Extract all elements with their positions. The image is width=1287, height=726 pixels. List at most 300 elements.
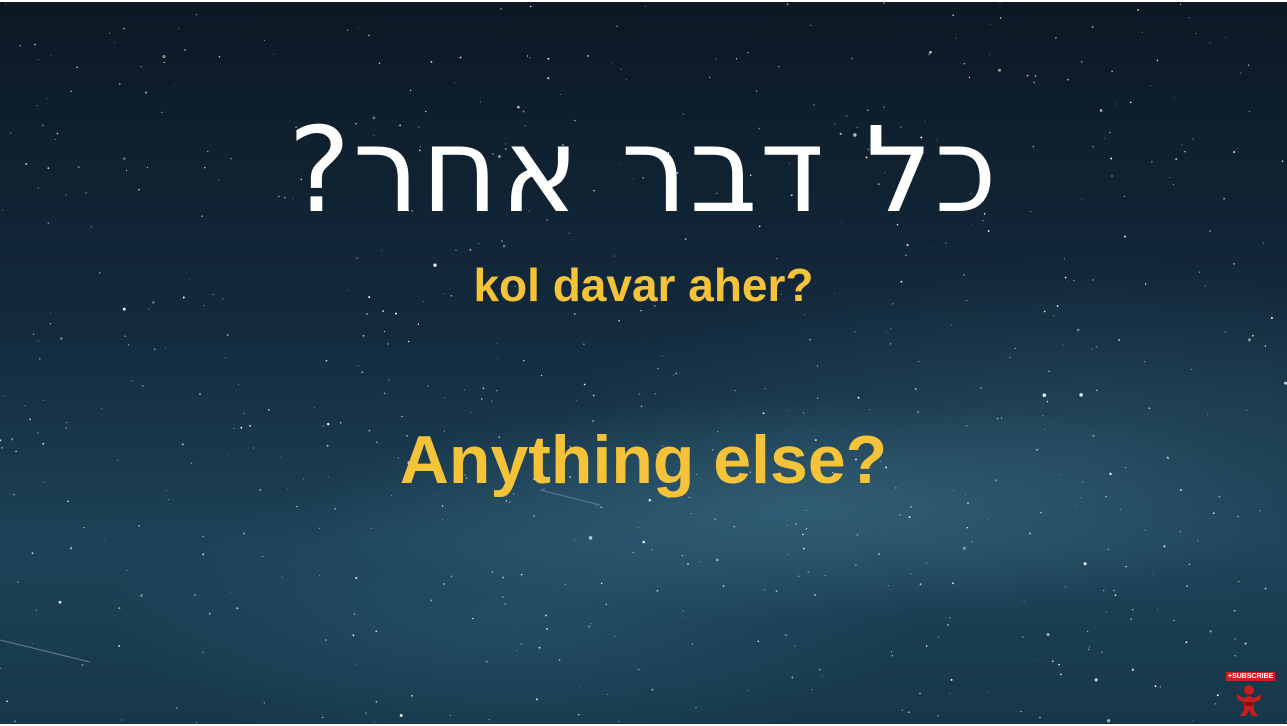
star — [920, 583, 922, 585]
star — [202, 553, 204, 555]
subscribe-mascot-icon — [1232, 682, 1266, 718]
star — [141, 594, 142, 595]
star — [1118, 339, 1120, 341]
star — [1096, 390, 1097, 391]
star — [164, 62, 166, 64]
star — [699, 561, 700, 562]
star — [109, 33, 110, 34]
star — [662, 356, 663, 357]
star — [787, 3, 789, 5]
star — [691, 513, 692, 514]
star — [854, 331, 855, 332]
star — [430, 61, 432, 63]
star — [748, 690, 749, 691]
star — [471, 412, 472, 413]
star — [928, 53, 930, 55]
star — [1033, 82, 1035, 84]
star — [919, 693, 921, 695]
star — [60, 338, 62, 340]
star — [14, 720, 16, 722]
star — [6, 700, 8, 702]
star — [886, 332, 887, 333]
star — [24, 405, 25, 406]
star — [891, 651, 892, 652]
star — [1111, 71, 1112, 72]
star — [70, 548, 72, 550]
star — [819, 669, 821, 671]
star — [411, 695, 413, 697]
star — [1052, 660, 1054, 662]
star — [1115, 594, 1117, 596]
star — [541, 375, 542, 376]
star — [482, 387, 484, 389]
star — [778, 66, 779, 67]
star — [1265, 588, 1267, 590]
star — [488, 719, 489, 720]
star — [1091, 349, 1092, 350]
star — [723, 585, 725, 587]
star — [325, 639, 327, 641]
star — [1189, 564, 1190, 565]
star — [1213, 512, 1215, 514]
star — [639, 393, 641, 395]
star — [347, 29, 348, 30]
star — [104, 540, 105, 541]
star — [647, 341, 648, 342]
star — [196, 14, 197, 15]
star — [806, 510, 807, 511]
star — [926, 562, 927, 563]
star — [1060, 674, 1062, 676]
star — [695, 707, 696, 708]
english-translation: Anything else? — [399, 422, 888, 498]
star — [225, 357, 226, 358]
star — [1225, 37, 1226, 38]
star — [989, 24, 990, 25]
star — [1197, 540, 1198, 541]
star — [219, 56, 221, 58]
star — [1234, 610, 1236, 612]
star — [319, 575, 320, 576]
star — [491, 401, 492, 402]
star — [988, 692, 989, 693]
star — [1149, 407, 1150, 408]
star — [588, 626, 590, 628]
star — [952, 582, 954, 584]
star — [938, 637, 939, 638]
star — [236, 607, 238, 609]
star — [523, 360, 524, 361]
star — [578, 714, 579, 715]
star — [326, 360, 328, 362]
star — [546, 628, 548, 630]
star — [209, 613, 211, 615]
star — [486, 661, 488, 663]
star — [638, 669, 640, 671]
star — [935, 246, 936, 247]
star — [937, 715, 938, 716]
star — [1035, 75, 1036, 76]
star — [17, 582, 18, 583]
star — [165, 347, 166, 348]
star — [859, 711, 860, 712]
star — [642, 541, 645, 544]
star — [1088, 649, 1089, 650]
star — [919, 361, 920, 362]
star — [764, 589, 765, 590]
star — [949, 693, 950, 694]
star — [907, 244, 909, 246]
star — [715, 59, 716, 60]
star — [38, 59, 39, 60]
star — [140, 595, 142, 597]
star — [264, 702, 265, 703]
star — [376, 701, 378, 703]
star — [802, 534, 804, 536]
star — [355, 577, 357, 579]
star — [618, 721, 619, 722]
star — [890, 328, 891, 329]
star — [657, 368, 658, 369]
star — [806, 528, 808, 530]
star — [503, 245, 505, 247]
star — [282, 577, 283, 578]
star — [1043, 394, 1047, 398]
star — [1163, 545, 1165, 547]
star — [387, 343, 389, 345]
star — [154, 349, 155, 350]
star — [776, 590, 778, 592]
star — [1120, 509, 1121, 510]
star — [902, 710, 903, 711]
star — [1132, 669, 1135, 672]
star — [682, 555, 683, 556]
star — [576, 400, 577, 401]
star — [1042, 415, 1043, 416]
star — [1174, 97, 1175, 98]
star — [1081, 61, 1083, 63]
star — [808, 571, 810, 573]
star — [763, 412, 765, 414]
hebrew-phrase: כל דבר אחר? — [288, 101, 999, 239]
star — [1185, 641, 1187, 643]
star — [374, 722, 375, 723]
star — [547, 77, 549, 79]
star — [1245, 643, 1247, 645]
star — [929, 51, 931, 53]
star — [596, 505, 597, 506]
star — [273, 54, 274, 55]
star — [464, 389, 465, 390]
star — [319, 528, 320, 529]
star — [408, 341, 410, 343]
star — [855, 564, 856, 565]
star — [626, 79, 627, 80]
star — [268, 409, 270, 411]
star — [1079, 393, 1083, 397]
star — [1246, 410, 1247, 411]
subscribe-label: +SUBSCRIBE — [1228, 673, 1274, 680]
star — [76, 67, 78, 69]
star — [1152, 573, 1153, 574]
shooting-star — [0, 640, 90, 662]
star — [883, 2, 884, 3]
star — [1186, 585, 1187, 586]
star — [1157, 609, 1158, 610]
star — [915, 388, 917, 390]
star — [1020, 711, 1021, 712]
star — [427, 385, 428, 386]
star — [101, 408, 102, 409]
star — [1107, 719, 1110, 722]
star — [230, 592, 231, 593]
star — [812, 689, 813, 690]
star — [1015, 348, 1016, 349]
star — [1265, 345, 1266, 346]
star — [1248, 338, 1251, 341]
star — [384, 392, 386, 394]
star — [1040, 512, 1042, 514]
star — [1096, 346, 1098, 348]
star — [536, 698, 538, 700]
star — [128, 344, 129, 345]
star — [1237, 516, 1239, 518]
star — [32, 552, 34, 554]
star — [363, 335, 365, 337]
star — [899, 514, 901, 516]
star — [527, 55, 528, 56]
star — [352, 635, 354, 637]
star — [322, 717, 323, 718]
star — [479, 243, 480, 244]
star — [917, 411, 919, 413]
star — [533, 515, 535, 517]
star — [442, 519, 443, 520]
star — [314, 407, 315, 408]
star — [786, 524, 787, 525]
star — [1095, 678, 1098, 681]
star — [1113, 590, 1114, 591]
star — [1173, 620, 1174, 621]
star — [685, 616, 686, 617]
star — [142, 385, 143, 386]
star — [443, 583, 445, 585]
star — [176, 707, 177, 708]
star — [788, 410, 789, 411]
star — [607, 694, 608, 695]
star — [632, 552, 633, 553]
star — [516, 650, 517, 651]
star — [822, 675, 823, 676]
star — [1191, 369, 1192, 370]
star — [851, 58, 853, 60]
star — [123, 28, 125, 30]
star — [1089, 646, 1090, 647]
star — [817, 365, 818, 366]
star — [469, 249, 471, 251]
star — [118, 645, 120, 647]
star — [530, 6, 531, 7]
star — [1047, 633, 1050, 636]
star — [951, 679, 953, 681]
star — [521, 574, 523, 576]
star — [145, 91, 147, 93]
star — [1067, 79, 1069, 81]
star — [38, 341, 39, 342]
star — [735, 390, 736, 391]
star — [590, 623, 591, 624]
star — [574, 540, 575, 541]
star — [501, 240, 503, 242]
star — [785, 634, 786, 635]
star — [138, 525, 140, 527]
star — [692, 644, 693, 645]
star — [584, 384, 586, 386]
star — [33, 333, 34, 334]
subscribe-button[interactable] — [1226, 672, 1272, 718]
star — [1039, 717, 1041, 719]
star — [615, 636, 616, 637]
star — [892, 655, 893, 656]
star — [583, 343, 585, 345]
star — [174, 85, 175, 86]
star — [451, 575, 453, 577]
star — [1053, 315, 1054, 316]
star — [39, 358, 40, 359]
star — [455, 249, 457, 251]
star — [1189, 17, 1190, 18]
star — [911, 574, 912, 575]
star — [733, 526, 735, 528]
star — [756, 90, 757, 91]
star — [967, 502, 969, 504]
star — [365, 713, 366, 714]
star — [384, 331, 385, 332]
star — [1048, 370, 1050, 372]
star — [184, 49, 186, 51]
star — [1087, 631, 1088, 632]
star — [1142, 32, 1143, 33]
star — [714, 518, 716, 520]
star — [1144, 529, 1145, 530]
star — [481, 398, 482, 399]
star — [379, 63, 381, 65]
star — [652, 689, 654, 691]
star — [202, 536, 203, 537]
star — [795, 523, 797, 525]
star — [491, 571, 493, 573]
star — [3, 396, 4, 397]
star — [809, 339, 811, 341]
star — [126, 570, 127, 571]
star — [264, 40, 265, 41]
star — [1259, 510, 1260, 511]
star — [358, 27, 359, 28]
star — [1180, 531, 1182, 533]
star — [472, 618, 473, 619]
star — [787, 554, 788, 555]
star — [945, 243, 946, 244]
star — [654, 393, 655, 394]
star — [547, 58, 549, 60]
star — [1022, 636, 1024, 638]
star — [118, 607, 120, 609]
star — [368, 35, 370, 37]
star — [442, 505, 443, 506]
star — [888, 585, 889, 586]
star — [545, 615, 547, 617]
star — [791, 676, 793, 678]
star — [50, 55, 51, 56]
star — [244, 413, 245, 414]
star — [709, 77, 710, 78]
star — [1047, 401, 1048, 402]
star — [82, 664, 84, 666]
star — [203, 652, 204, 653]
star — [36, 610, 37, 611]
star — [1037, 659, 1038, 660]
star — [43, 400, 44, 401]
star — [1224, 331, 1226, 333]
star — [539, 647, 541, 649]
star — [589, 536, 593, 540]
star — [1029, 532, 1031, 534]
star — [124, 335, 125, 336]
star — [227, 334, 229, 336]
star — [947, 624, 949, 626]
star — [972, 541, 973, 542]
star — [121, 719, 122, 720]
star — [520, 643, 521, 644]
star — [354, 613, 355, 614]
star — [400, 714, 403, 717]
star — [559, 659, 561, 661]
star — [243, 532, 245, 534]
star — [601, 583, 603, 585]
star — [1151, 86, 1152, 87]
star — [998, 69, 1001, 72]
star — [1055, 37, 1056, 38]
star — [5, 4, 6, 5]
star — [194, 594, 196, 596]
star — [560, 94, 561, 95]
star — [1157, 60, 1158, 61]
star — [682, 563, 683, 564]
star — [1144, 361, 1145, 362]
star — [951, 324, 952, 325]
star — [1248, 64, 1249, 65]
star — [1238, 581, 1239, 582]
star — [897, 610, 898, 611]
star — [857, 534, 858, 535]
star — [989, 54, 990, 55]
star — [1092, 26, 1094, 28]
star — [1058, 664, 1060, 666]
star — [817, 398, 818, 399]
star — [454, 82, 455, 83]
star — [375, 630, 377, 632]
star — [1125, 566, 1126, 567]
star — [786, 635, 787, 636]
star — [1160, 686, 1162, 688]
star — [987, 519, 988, 520]
star — [593, 395, 595, 397]
star — [651, 549, 653, 551]
star — [949, 617, 950, 618]
star — [460, 57, 462, 59]
star — [178, 28, 179, 29]
star — [814, 594, 816, 596]
